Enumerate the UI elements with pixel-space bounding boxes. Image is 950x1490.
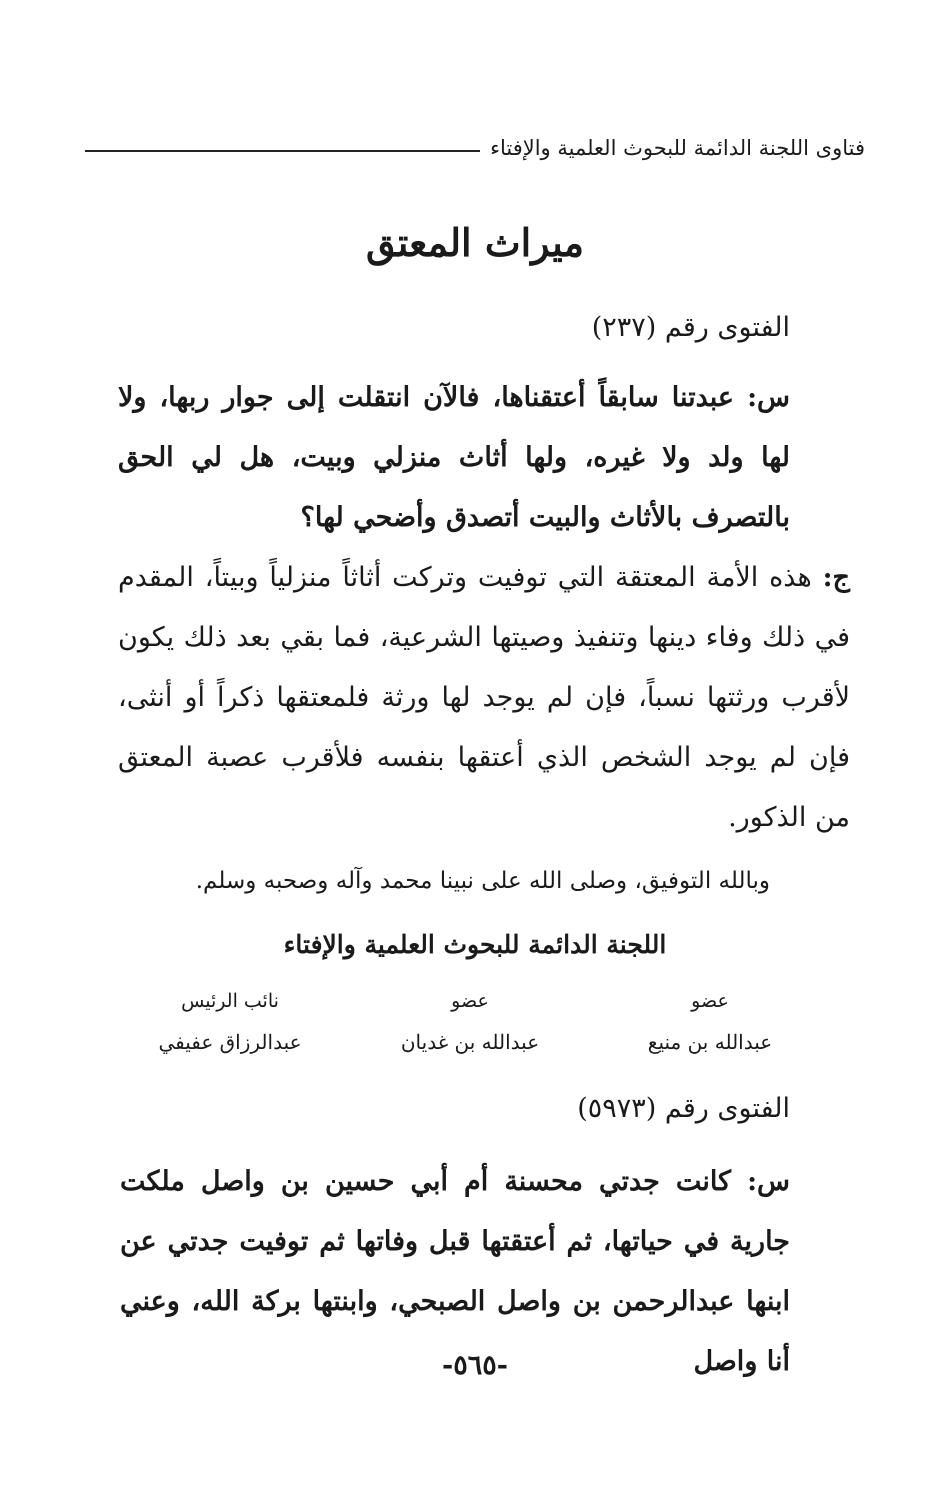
header-rule: [85, 150, 480, 152]
closing-formula: وبالله التوفيق، وصلى الله على نبينا محمد وآله وصحبه وسلم.: [195, 868, 770, 894]
signatory-role: نائب الرئيس: [181, 990, 279, 1012]
signatory-name: عبدالله بن غديان: [400, 1030, 540, 1054]
question-text: كانت جدتي محسنة أم أبي حسين بن واصل ملكت جارية في حياتها، ثم أعتقتها قبل وفاتها ثم توفيت جدتي عن ابنها عبدالرحمن بن واصل الصبحي، وابنتها بركة الله، وعني أنا واصل: [120, 1166, 790, 1377]
page-title: ميراث المعتق: [366, 220, 584, 265]
question-prefix: س:: [747, 382, 790, 413]
signatory-role: عضو: [691, 990, 729, 1012]
running-header: [85, 136, 865, 160]
answer-text: هذه الأمة المعتقة التي توفيت وتركت أثاثاً منزلياً وبيتاً، المقدم في ذلك وفاء دينها وتنفيذ وصيتها الشرعية، فما بقي بعد ذلك يكون لأقرب ورثتها نسباً، فإن لم يوجد لها ورثة فلمعتقها ذكراً أو أنثى، فإن لم يوجد الشخص الذي أعتقها بنفسه فلأقرب عصبة المعتق من الذكور.: [118, 562, 850, 833]
question-prefix: س:: [747, 1166, 791, 1197]
question-text: عبدتنا سابقاً أعتقناها، فالآن انتقلت إلى جوار ربها، ولا لها ولد ولا غيره، ولها أثاث منزلي وبيت، هل لي الحق بالتصرف بالأثاث والبيت أتصدق وأضحي لها؟: [118, 382, 790, 533]
signatory-role: عضو: [451, 990, 489, 1012]
fatwa-number-1: الفتوى رقم (٢٣٧): [591, 312, 790, 343]
fatwa-1-question: [118, 368, 790, 548]
committee-name: اللجنة الدائمة للبحوث العلمية والإفتاء: [283, 930, 667, 959]
fatwa-1-answer: [118, 548, 850, 848]
signatory-1: [600, 990, 820, 1054]
answer-prefix: ج:: [822, 562, 850, 593]
page-number: -٥٦٥-: [442, 1350, 508, 1381]
signatory-name: عبدالرزاق عفيفي: [158, 1030, 302, 1054]
running-header-text: فتاوى اللجنة الدائمة للبحوث العلمية والإفتاء: [490, 136, 865, 160]
signatory-name: عبدالله بن منيع: [647, 1030, 773, 1054]
signatory-3: [120, 990, 340, 1054]
signatory-2: [360, 990, 580, 1054]
fatwa-number-2: الفتوى رقم (٥٩٧٣): [577, 1093, 790, 1124]
